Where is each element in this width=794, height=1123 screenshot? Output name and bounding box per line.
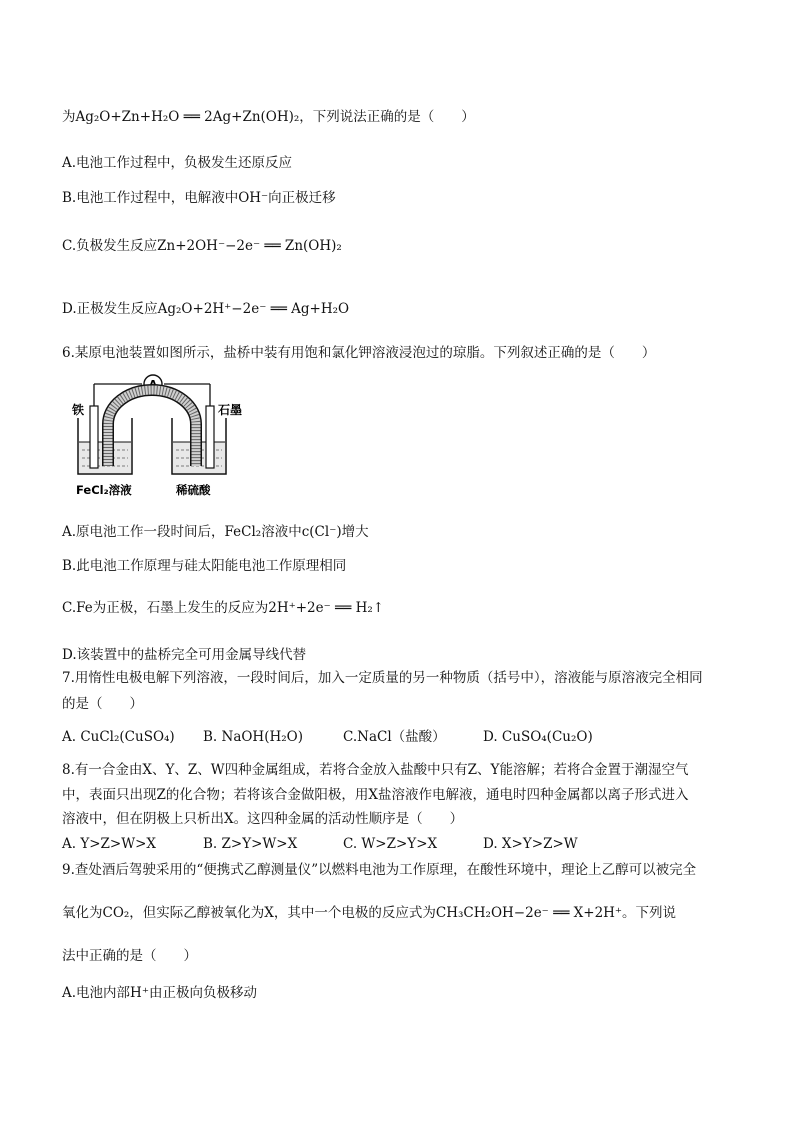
q5-option-b: B.电池工作过程中，电解液中OH⁻向正极迁移: [62, 190, 336, 206]
q9-line1: 9.查处酒后驾驶采用的“便携式乙醇测量仪”以燃料电池为工作原理，在酸性环境中，理论上乙醇可以被完全: [62, 862, 697, 878]
q9-line3: 法中正确的是（ ）: [62, 948, 197, 964]
graphite-electrode: [206, 406, 214, 468]
q6-option-d: D.该装置中的盐桥完全可用金属导线代替: [62, 647, 307, 663]
q8-option-b: B. Z>Y>W>X: [203, 836, 298, 852]
q8-line1: 8.有一合金由X、Y、Z、W四种金属组成，若将合金放入盐酸中只有Z、Y能溶解；若将合金置于潮湿空气: [62, 762, 689, 778]
iron-electrode: [90, 406, 98, 468]
q7-option-a: A. CuCl₂(CuSO₄): [62, 729, 175, 745]
left-electrode-label: 铁: [72, 403, 85, 417]
q5-option-a: A.电池工作过程中，负极发生还原反应: [62, 155, 293, 171]
q8-line3: 溶液中，但在阴极上只析出X。这四种金属的活动性顺序是（ ）: [62, 811, 464, 827]
q5-option-d: D.正极发生反应Ag₂O+2H⁺−2e⁻ ══ Ag+H₂O: [62, 301, 350, 317]
q6-option-c: C.Fe为正极，石墨上发生的反应为2H⁺+2e⁻ ══ H₂↑: [62, 600, 385, 616]
q5-option-c: C.负极发生反应Zn+2OH⁻−2e⁻ ══ Zn(OH)₂: [62, 238, 342, 254]
q7-option-b: B. NaOH(H₂O): [203, 729, 303, 745]
right-electrode-label: 石墨: [218, 403, 243, 417]
q9-option-a: A.电池内部H⁺由正极向负极移动: [62, 985, 257, 1001]
q8-option-c: C. W>Z>Y>X: [343, 836, 438, 852]
right-solution-label: 稀硫酸: [176, 483, 211, 497]
left-solution-label: FeCl₂溶液: [76, 483, 132, 497]
q8-option-d: D. X>Y>Z>W: [483, 836, 578, 852]
question-5-intro: 为Ag₂O+Zn+H₂O ══ 2Ag+Zn(OH)₂，下列说法正确的是（ ）: [62, 109, 475, 125]
q9-line2: 氧化为CO₂，但实际乙醇被氧化为X，其中一个电极的反应式为CH₃CH₂OH−2e⁻ ══ X+2H⁺。下列说: [62, 905, 677, 921]
q7-stem-line1: 7.用惰性电极电解下列溶液，一段时间后，加入一定质量的另一种物质（括号中），溶液能与原溶液完全相同: [62, 670, 703, 686]
q8-option-a: A. Y>Z>W>X: [62, 836, 157, 852]
q7-option-c: C.NaCl（盐酸）: [343, 729, 446, 745]
q7-stem-line2: 的是（ ）: [62, 696, 143, 712]
q6-option-a: A.原电池工作一段时间后，FeCl₂溶液中c(Cl⁻)增大: [62, 524, 369, 540]
q8-line2: 中，表面只出现Z的化合物；若将该合金做阳极，用X盐溶液作电解液，通电时四种金属都以离子形式进入: [62, 787, 689, 803]
galvanic-cell-figure: [72, 374, 252, 500]
q7-option-d: D. CuSO₄(Cu₂O): [483, 729, 593, 745]
q6-stem: 6.某原电池装置如图所示，盐桥中装有用饱和氯化钾溶液浸泡过的琼脂。下列叙述正确的是（ ）: [62, 345, 656, 361]
q6-option-b: B.此电池工作原理与硅太阳能电池工作原理相同: [62, 558, 347, 574]
svg-text:A: A: [148, 378, 158, 391]
